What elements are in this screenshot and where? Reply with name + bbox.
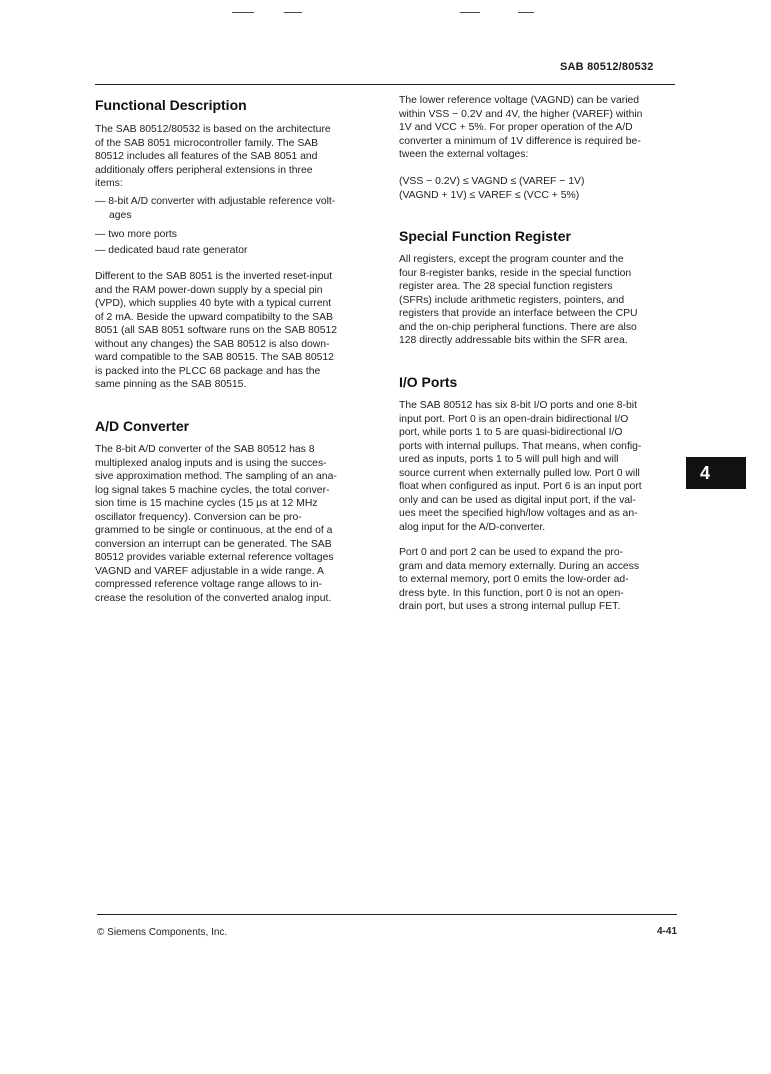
voltage-formula: (VAGND + 1V) ≤ VAREF ≤ (VCC + 5%) [399, 190, 580, 201]
scan-mark [460, 12, 480, 13]
reference-voltage-paragraph: The lower reference voltage (VAGND) can be varied within VSS − 0.2V and 4V, the higher (VAREF) within 1V and VCC + 5%. For proper operation of the A/D converter a minimum of 1V difference is required be- tween the external voltages: [399, 95, 643, 160]
scan-mark [232, 12, 254, 13]
page-number: 4-41 [657, 926, 678, 937]
special-function-register-heading: Special Function Register [399, 228, 571, 244]
differences-paragraph: Different to the SAB 8051 is the inverted reset-input and the RAM power-down supply by a special pin (VPD), which supplies 40 byte with a typical current of 2 mA. Beside the upward compatibilty to the SAB 8051 (all SAB 8051 software runs on the SAB 80512 without any changes) the SAB 80512 is also down- ward compatible to the SAB 80515. The SAB 80512 is packed into the PLCC 68 package and has the same pinning as the SAB 80515. [95, 271, 338, 390]
io-ports-heading: I/O Ports [399, 374, 458, 390]
feature-list-item: — dedicated baud rate generator [95, 245, 248, 256]
ad-converter-heading: A/D Converter [95, 418, 190, 434]
feature-list-item: — 8-bit A/D converter with adjustable reference volt- ages [95, 196, 336, 221]
scan-mark [518, 12, 534, 13]
scan-mark [284, 12, 302, 13]
ad-converter-paragraph: The 8-bit A/D converter of the SAB 80512 has 8 multiplexed analog inputs and is using the succes- sive approximation method. The sampling of an ana- log signal takes 5 machine cycles, the total conver- sion time is 15 machine cycles (15 µs at 12 MHz oscillator frequency). Conversion can be pro- grammed to be single or continuous, at the end of a conversion an interrupt can be generated. The SAB 80512 provides variable external reference voltages VAGND and VAREF adjustable in a wide range. A compressed reference voltage range allows to in- crease the resolution of the converted analog input. [95, 444, 337, 604]
footer-rule [97, 914, 677, 915]
functional-intro-paragraph: The SAB 80512/80532 is based on the architecture of the SAB 8051 microcontroller family. The SAB 80512 includes all features of the SAB 8051 and additionaly offers peripheral extensions in three items: [95, 124, 331, 189]
header-rule [95, 84, 675, 85]
feature-list-item: — two more ports [95, 229, 177, 240]
running-header: SAB 80512/80532 [560, 61, 654, 73]
port-expansion-paragraph: Port 0 and port 2 can be used to expand the pro- gram and data memory externally. During an access to external memory, port 0 emits the low-order ad- dress byte. In this function, port 0 is not an open- drain port, but uses a strong internal pullup FET. [399, 547, 640, 612]
io-ports-paragraph: The SAB 80512 has six 8-bit I/O ports and one 8-bit input port. Port 0 is an open-drain bidirectional I/O port, while ports 1 to 5 are quasi-bidirectional I/O ports with internal pullups. That means, when config- ured as inputs, ports 1 to 5 will pull high and will source current when externally pulled low. Port 0 will float when configured as input. Port 6 is an input port only and can be used as digital input port, if the val- ues meet the specified high/low voltages and as an- alog input for the A/D-converter. [399, 400, 642, 533]
copyright: © Siemens Components, Inc. [97, 927, 228, 938]
section-tab: 4 [686, 457, 746, 489]
functional-description-heading: Functional Description [95, 97, 247, 113]
voltage-formula: (VSS − 0.2V) ≤ VAGND ≤ (VAREF − 1V) [399, 176, 585, 187]
sfr-paragraph: All registers, except the program counter and the four 8-register banks, reside in the special function register area. The 28 special function registers (SFRs) include arithmetic registers, pointers, and registers that provide an interface between the CPU and the on-chip peripheral functions. There are also 128 directly addressable bits within the SFR area. [399, 254, 638, 346]
